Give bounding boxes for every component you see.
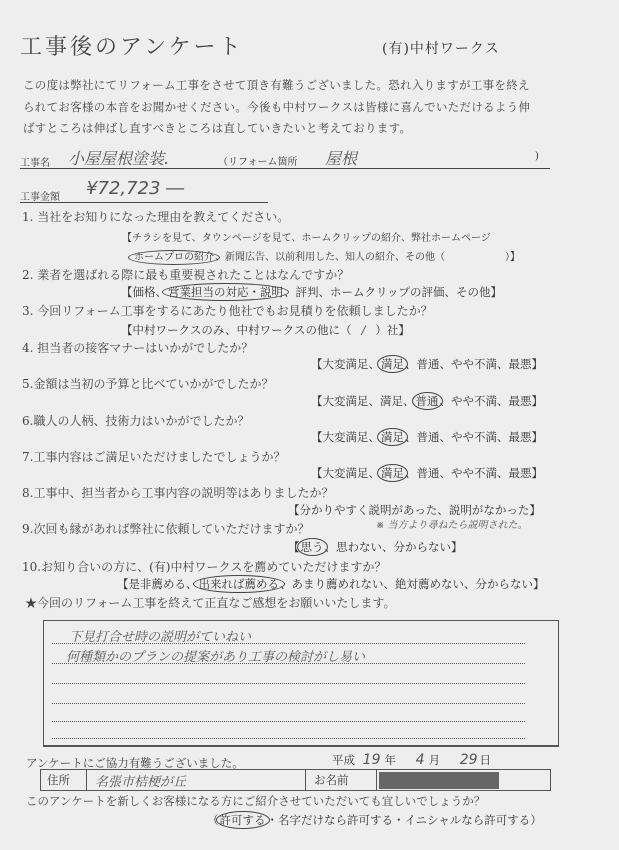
permission-option-allow-selected[interactable]: 許可する [216, 811, 270, 829]
q4-option-worst[interactable]: 最悪 [508, 357, 532, 371]
q5-option-neutral-selected[interactable]: 普通 [412, 392, 443, 410]
permission-open-paren: （ [207, 813, 219, 827]
q7-option-slightly-dissatisfied[interactable]: やや不満 [451, 466, 497, 480]
address-field[interactable]: 名張市桔梗が丘 [87, 770, 306, 790]
q9-option-no[interactable]: 思わない [336, 540, 382, 554]
intro-line-3: ばすところは伸ばし直すべきところは直していきたいと考えております。 [23, 121, 412, 135]
q9-option-unsure[interactable]: 分からない [393, 540, 451, 554]
question-1-options-rest: 、新聞広告、以前利用した、知人の紹介、その他（ ）】 [215, 252, 520, 263]
q6-option-worst[interactable]: 最悪 [508, 430, 532, 444]
project-name-value: 小屋屋根塗装. [68, 149, 170, 168]
question-2-options-pre: 【価格、 [121, 285, 167, 299]
q10-option-definitely[interactable]: 是非薦める [128, 577, 186, 591]
date-year-unit: 年 [384, 753, 396, 767]
name-redacted [379, 772, 499, 789]
permission-option-initials-only[interactable]: イニシャルなら許可する [404, 813, 531, 827]
comment-line-6 [52, 738, 525, 739]
question-6: 6.職人の人柄、技術力はいかがでしたか？ [22, 414, 250, 428]
question-9: 9.次回も縁があれば弊社に依頼していただけますか？ [22, 522, 310, 536]
project-name-field[interactable] [20, 146, 550, 169]
location-value: 屋根 [325, 149, 358, 168]
q7-option-neutral[interactable]: 普通 [416, 466, 440, 480]
location-label: （リフォーム箇所 [218, 157, 298, 168]
amount-value: ¥72,723 ― [86, 178, 185, 199]
permission-option-surname-only[interactable]: 名字だけなら許可する [278, 813, 393, 827]
comment-text-1: 下見打合せ時の説明がていねい [69, 630, 252, 645]
permission-question: このアンケートを新しくお客様になる方にご紹介させていただいても宜しいでしょうか？ [26, 794, 486, 808]
q4-option-satisfied-selected[interactable]: 満足 [377, 355, 408, 373]
question-3-options [121, 322, 410, 338]
comments-prompt: ★今回のリフォーム工事を終えて正直なご感想をお願いいたします。 [25, 596, 396, 610]
intro-line-1: この度は弊社にてリフォーム工事をさせて頂き有難うございました。恐れ入りますが工事を終え [23, 78, 530, 92]
question-8-handwritten-note: ※ 当方より尋ねたら説明された。 [376, 520, 528, 531]
question-1-options-line-2 [133, 248, 520, 263]
project-name-label: 工事名 [20, 158, 50, 169]
question-4: 4. 担当者の接客マナーはいかがでしたか？ [22, 341, 254, 355]
question-5-options: 【大変満足、満足、普通、やや不満、最悪】 [311, 394, 543, 408]
question-6-options: 【大変満足、満足、普通、やや不満、最悪】 [311, 430, 543, 444]
q7-option-very-satisfied[interactable]: 大変満足 [322, 466, 369, 480]
intro-line-2: られてお客様の本音をお聞かせください。今後も中村ワークスは皆様に喜んでいただけるよう伸 [23, 100, 531, 114]
permission-options [207, 812, 542, 828]
comment-text-2: 何種類かのプランの提案があり工事の検討がし易い [66, 650, 366, 665]
company-name: (有)中村ワークス [382, 41, 500, 57]
question-9-options: 【思う、思わない、分からない】 [288, 540, 463, 554]
question-5: 5.金額は当初の予算と比べていかがでしたか？ [22, 377, 274, 391]
amount-label: 工事金額 [20, 192, 60, 203]
q7-option-worst[interactable]: 最悪 [508, 466, 532, 480]
question-3-filled-count[interactable]: / [361, 323, 366, 337]
q6-option-slightly-dissatisfied[interactable]: やや不満 [451, 430, 497, 444]
q6-option-very-satisfied[interactable]: 大変満足 [322, 430, 369, 444]
q4-option-very-satisfied[interactable]: 大変満足 [322, 357, 369, 371]
q10-option-if-possible-selected[interactable]: 出来れば薦める [193, 575, 286, 593]
q9-option-yes-selected[interactable]: 思う [297, 538, 328, 556]
date-month[interactable]: 4 [415, 752, 425, 768]
permission-sep-1: ・ [266, 813, 278, 827]
q6-option-neutral[interactable]: 普通 [416, 430, 440, 444]
date-day[interactable]: 29 [459, 752, 478, 768]
question-2: 2. 業者を選ばれる際に最も重要視されたことはなんですか？ [22, 268, 350, 282]
question-10-options: 【是非薦める、出来れば薦める、あまり薦めれない、絶対薦めない、分からない】 [117, 577, 545, 591]
q6-option-satisfied-selected[interactable]: 満足 [377, 428, 408, 446]
q7-option-satisfied-selected[interactable]: 満足 [377, 464, 408, 482]
q4-option-slightly-dissatisfied[interactable]: やや不満 [451, 357, 497, 371]
q10-option-never[interactable]: 絶対薦めない [395, 577, 464, 591]
address-label: 住所 [41, 770, 87, 790]
thanks-message: アンケートにご協力有難うございました。 [26, 756, 244, 770]
project-amount-field[interactable] [20, 180, 268, 203]
question-1-selected-option[interactable]: ホームプロの紹介 [128, 250, 220, 265]
q10-option-not-really[interactable]: あまり薦めれない [291, 577, 384, 591]
question-7: 7.工事内容はご満足いただけましたでしょうか？ [22, 450, 286, 464]
question-1: 1. 当社をお知りになった理由を教えてください。 [22, 210, 290, 224]
name-field[interactable] [377, 770, 550, 790]
q5-option-slightly-dissatisfied[interactable]: やや不満 [451, 394, 497, 408]
comments-box[interactable] [43, 620, 559, 747]
question-3-options-post: ）社】 [375, 323, 410, 337]
date-year[interactable]: 19 [362, 752, 381, 768]
question-10: 10.お知り合いの方に、(有)中村ワークスを薦めていただけますか？ [22, 560, 387, 574]
question-1-options-line-1: 【チラシを見て、タウンページを見て、ホームクリップの紹介、弊社ホームページ [122, 233, 491, 244]
customer-info-table [40, 769, 551, 791]
date-month-unit: 月 [428, 753, 441, 767]
permission-close-paren: ） [530, 813, 542, 827]
permission-sep-2: ・ [393, 813, 405, 827]
question-2-selected-option[interactable]: 営業担当の対応・説明 [162, 283, 289, 301]
page-title: 工事後のアンケート [20, 35, 244, 60]
question-8-options: 【分かりやすく説明があった、説明がなかった】 [288, 503, 541, 517]
question-3-options-pre: 【中村ワークスのみ、中村ワークスの他に（ [121, 323, 352, 337]
q5-option-satisfied[interactable]: 満足 [380, 394, 403, 408]
comment-line-3 [52, 683, 525, 684]
q5-option-very-satisfied[interactable]: 大変満足 [322, 394, 369, 408]
question-4-options: 【大変満足、満足、普通、やや不満、最悪】 [311, 357, 543, 371]
q4-option-neutral[interactable]: 普通 [416, 357, 440, 371]
question-8: 8.工事中、担当者から工事内容の説明等はありましたか？ [22, 486, 334, 500]
question-7-options: 【大変満足、満足、普通、やや不満、最悪】 [311, 466, 543, 480]
question-2-options [121, 284, 502, 300]
q5-option-worst[interactable]: 最悪 [508, 394, 532, 408]
question-2-options-post: 、評判、ホームクリップの評価、その他】 [284, 285, 503, 299]
question-3: 3. 今回リフォーム工事をするにあたり他社でもお見積りを依頼しましたか？ [22, 304, 433, 318]
date-era: 平成 [332, 753, 355, 767]
name-label: お名前 [306, 770, 377, 790]
survey-date [332, 752, 491, 768]
location-close: ) [535, 151, 539, 162]
date-day-unit: 日 [479, 753, 492, 767]
q10-option-unsure[interactable]: 分からない [475, 577, 533, 591]
comment-line-5 [52, 721, 525, 722]
comment-line-4 [52, 703, 525, 704]
